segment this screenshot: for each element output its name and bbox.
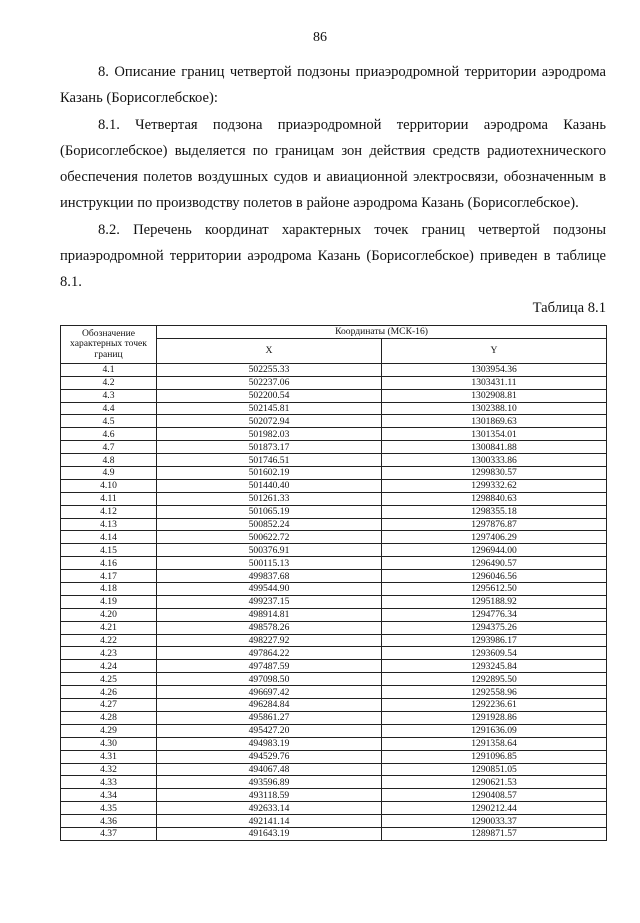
x-coordinate-cell: 501602.19 [157, 467, 382, 480]
y-coordinate-cell: 1296490.57 [382, 557, 607, 570]
x-coordinate-cell: 499237.15 [157, 595, 382, 608]
x-coordinate-cell: 494067.48 [157, 763, 382, 776]
point-name-cell: 4.9 [61, 467, 157, 480]
x-coordinate-cell: 498227.92 [157, 634, 382, 647]
x-coordinate-cell: 498914.81 [157, 608, 382, 621]
table-row [61, 763, 607, 776]
point-name-cell: 4.36 [61, 815, 157, 828]
y-coordinate-cell: 1291636.09 [382, 724, 607, 737]
y-coordinate-cell: 1290212.44 [382, 802, 607, 815]
x-coordinate-cell: 499544.90 [157, 583, 382, 596]
table-row [61, 492, 607, 505]
point-name-cell: 4.16 [61, 557, 157, 570]
point-name-cell: 4.26 [61, 686, 157, 699]
point-name-cell: 4.12 [61, 505, 157, 518]
table-row [61, 686, 607, 699]
point-name-cell: 4.6 [61, 428, 157, 441]
table-row [61, 557, 607, 570]
point-name-cell: 4.30 [61, 737, 157, 750]
x-coordinate-cell: 502072.94 [157, 415, 382, 428]
point-name-cell: 4.3 [61, 389, 157, 402]
x-coordinate-cell: 499837.68 [157, 570, 382, 583]
x-coordinate-cell: 493118.59 [157, 789, 382, 802]
y-coordinate-cell: 1291096.85 [382, 750, 607, 763]
x-coordinate-cell: 501065.19 [157, 505, 382, 518]
y-coordinate-cell: 1293986.17 [382, 634, 607, 647]
x-coordinate-cell: 496697.42 [157, 686, 382, 699]
x-coordinate-cell: 493596.89 [157, 776, 382, 789]
table-row [61, 363, 607, 376]
y-coordinate-cell: 1292236.61 [382, 699, 607, 712]
y-coordinate-cell: 1302388.10 [382, 402, 607, 415]
point-name-cell: 4.4 [61, 402, 157, 415]
y-coordinate-cell: 1293245.84 [382, 660, 607, 673]
point-name-cell: 4.19 [61, 595, 157, 608]
table-row [61, 376, 607, 389]
x-coordinate-cell: 494983.19 [157, 737, 382, 750]
point-name-cell: 4.14 [61, 531, 157, 544]
y-coordinate-cell: 1303431.11 [382, 376, 607, 389]
point-name-cell: 4.18 [61, 583, 157, 596]
x-coordinate-cell: 502200.54 [157, 389, 382, 402]
x-coordinate-cell: 500852.24 [157, 518, 382, 531]
point-name-cell: 4.21 [61, 621, 157, 634]
table-row [61, 789, 607, 802]
table-row [61, 544, 607, 557]
point-name-cell: 4.33 [61, 776, 157, 789]
x-coordinate-cell: 502237.06 [157, 376, 382, 389]
y-coordinate-cell: 1301354.01 [382, 428, 607, 441]
header-coordinates: Координаты (МСК-16) [157, 326, 607, 339]
page-number: 86 [313, 30, 327, 45]
y-coordinate-cell: 1298355.18 [382, 505, 607, 518]
y-coordinate-cell: 1297876.87 [382, 518, 607, 531]
point-name-cell: 4.27 [61, 699, 157, 712]
table-row [61, 583, 607, 596]
point-name-cell: 4.37 [61, 827, 157, 840]
point-name-cell: 4.5 [61, 415, 157, 428]
table-row [61, 802, 607, 815]
x-coordinate-cell: 497487.59 [157, 660, 382, 673]
x-coordinate-cell: 496284.84 [157, 699, 382, 712]
y-coordinate-cell: 1295612.50 [382, 583, 607, 596]
paragraph-8-2: 8.2. Перечень координат характерных точек границ четвертой подзоны приаэродромной территории аэродрома Казань (Борисоглебское) приведен в таблице 8.1. [60, 222, 606, 290]
y-coordinate-cell: 1297406.29 [382, 531, 607, 544]
x-coordinate-cell: 502255.33 [157, 363, 382, 376]
table-row [61, 454, 607, 467]
point-name-cell: 4.7 [61, 441, 157, 454]
y-coordinate-cell: 1293609.54 [382, 647, 607, 660]
y-coordinate-cell: 1291928.86 [382, 711, 607, 724]
table-row [61, 699, 607, 712]
x-coordinate-cell: 501746.51 [157, 454, 382, 467]
point-name-cell: 4.24 [61, 660, 157, 673]
y-coordinate-cell: 1294776.34 [382, 608, 607, 621]
header-y: Y [382, 338, 607, 363]
table-row [61, 402, 607, 415]
point-name-cell: 4.11 [61, 492, 157, 505]
table-row [61, 415, 607, 428]
x-coordinate-cell: 495861.27 [157, 711, 382, 724]
x-coordinate-cell: 495427.20 [157, 724, 382, 737]
header-point-name: Обозначение характерных точек границ [61, 326, 157, 364]
x-coordinate-cell: 497864.22 [157, 647, 382, 660]
point-name-cell: 4.32 [61, 763, 157, 776]
table-row [61, 827, 607, 840]
table-row [61, 467, 607, 480]
point-name-cell: 4.13 [61, 518, 157, 531]
table-row [61, 673, 607, 686]
y-coordinate-cell: 1296944.00 [382, 544, 607, 557]
y-coordinate-cell: 1301869.63 [382, 415, 607, 428]
y-coordinate-cell: 1298840.63 [382, 492, 607, 505]
y-coordinate-cell: 1302908.81 [382, 389, 607, 402]
section-heading-paragraph: 8. Описание границ четвертой подзоны приаэродромной территории аэродрома Казань (Борисоглебское): [60, 64, 606, 106]
x-coordinate-cell: 498578.26 [157, 621, 382, 634]
y-coordinate-cell: 1290408.57 [382, 789, 607, 802]
table-row [61, 647, 607, 660]
table-row [61, 595, 607, 608]
point-name-cell: 4.31 [61, 750, 157, 763]
table-row [61, 621, 607, 634]
point-name-cell: 4.28 [61, 711, 157, 724]
y-coordinate-cell: 1291358.64 [382, 737, 607, 750]
y-coordinate-cell: 1290851.05 [382, 763, 607, 776]
y-coordinate-cell: 1299332.62 [382, 479, 607, 492]
table-row [61, 660, 607, 673]
x-coordinate-cell: 501261.33 [157, 492, 382, 505]
x-coordinate-cell: 500115.13 [157, 557, 382, 570]
point-name-cell: 4.25 [61, 673, 157, 686]
point-name-cell: 4.35 [61, 802, 157, 815]
table-row [61, 441, 607, 454]
x-coordinate-cell: 500376.91 [157, 544, 382, 557]
table-row [61, 531, 607, 544]
table-row [61, 634, 607, 647]
table-row [61, 724, 607, 737]
x-coordinate-cell: 494529.76 [157, 750, 382, 763]
table-row [61, 737, 607, 750]
y-coordinate-cell: 1303954.36 [382, 363, 607, 376]
x-coordinate-cell: 501982.03 [157, 428, 382, 441]
table-row [61, 428, 607, 441]
point-name-cell: 4.8 [61, 454, 157, 467]
y-coordinate-cell: 1300841.88 [382, 441, 607, 454]
table-row [61, 518, 607, 531]
x-coordinate-cell: 501440.40 [157, 479, 382, 492]
table-row [61, 389, 607, 402]
table-row [61, 608, 607, 621]
point-name-cell: 4.34 [61, 789, 157, 802]
paragraph-8-1: 8.1. Четвертая подзона приаэродромной территории аэродрома Казань (Борисоглебское) выделяется по границам зон действия средств радиотехнического обеспечения полетов воздушных судов и авиационной электросвязи, обозначенным в инструкции по производству полетов в районе аэродрома Казань (Борисоглебское). [60, 117, 606, 211]
coordinates-table [60, 325, 607, 841]
point-name-cell: 4.15 [61, 544, 157, 557]
y-coordinate-cell: 1290033.37 [382, 815, 607, 828]
x-coordinate-cell: 501873.17 [157, 441, 382, 454]
x-coordinate-cell: 492633.14 [157, 802, 382, 815]
y-coordinate-cell: 1292558.96 [382, 686, 607, 699]
point-name-cell: 4.10 [61, 479, 157, 492]
y-coordinate-cell: 1290621.53 [382, 776, 607, 789]
table-row [61, 815, 607, 828]
y-coordinate-cell: 1300333.86 [382, 454, 607, 467]
table-row [61, 570, 607, 583]
x-coordinate-cell: 502145.81 [157, 402, 382, 415]
point-name-cell: 4.29 [61, 724, 157, 737]
point-name-cell: 4.22 [61, 634, 157, 647]
table-row [61, 750, 607, 763]
x-coordinate-cell: 500622.72 [157, 531, 382, 544]
table-row [61, 776, 607, 789]
y-coordinate-cell: 1294375.26 [382, 621, 607, 634]
x-coordinate-cell: 491643.19 [157, 827, 382, 840]
table-body [61, 363, 607, 840]
x-coordinate-cell: 492141.14 [157, 815, 382, 828]
table-row [61, 711, 607, 724]
y-coordinate-cell: 1296046.56 [382, 570, 607, 583]
point-name-cell: 4.1 [61, 363, 157, 376]
y-coordinate-cell: 1292895.50 [382, 673, 607, 686]
y-coordinate-cell: 1289871.57 [382, 827, 607, 840]
point-name-cell: 4.20 [61, 608, 157, 621]
y-coordinate-cell: 1295188.92 [382, 595, 607, 608]
header-x: X [157, 338, 382, 363]
table-caption: Таблица 8.1 [532, 300, 606, 316]
point-name-cell: 4.17 [61, 570, 157, 583]
point-name-cell: 4.2 [61, 376, 157, 389]
x-coordinate-cell: 497098.50 [157, 673, 382, 686]
table-row [61, 505, 607, 518]
point-name-cell: 4.23 [61, 647, 157, 660]
y-coordinate-cell: 1299830.57 [382, 467, 607, 480]
table-row [61, 479, 607, 492]
